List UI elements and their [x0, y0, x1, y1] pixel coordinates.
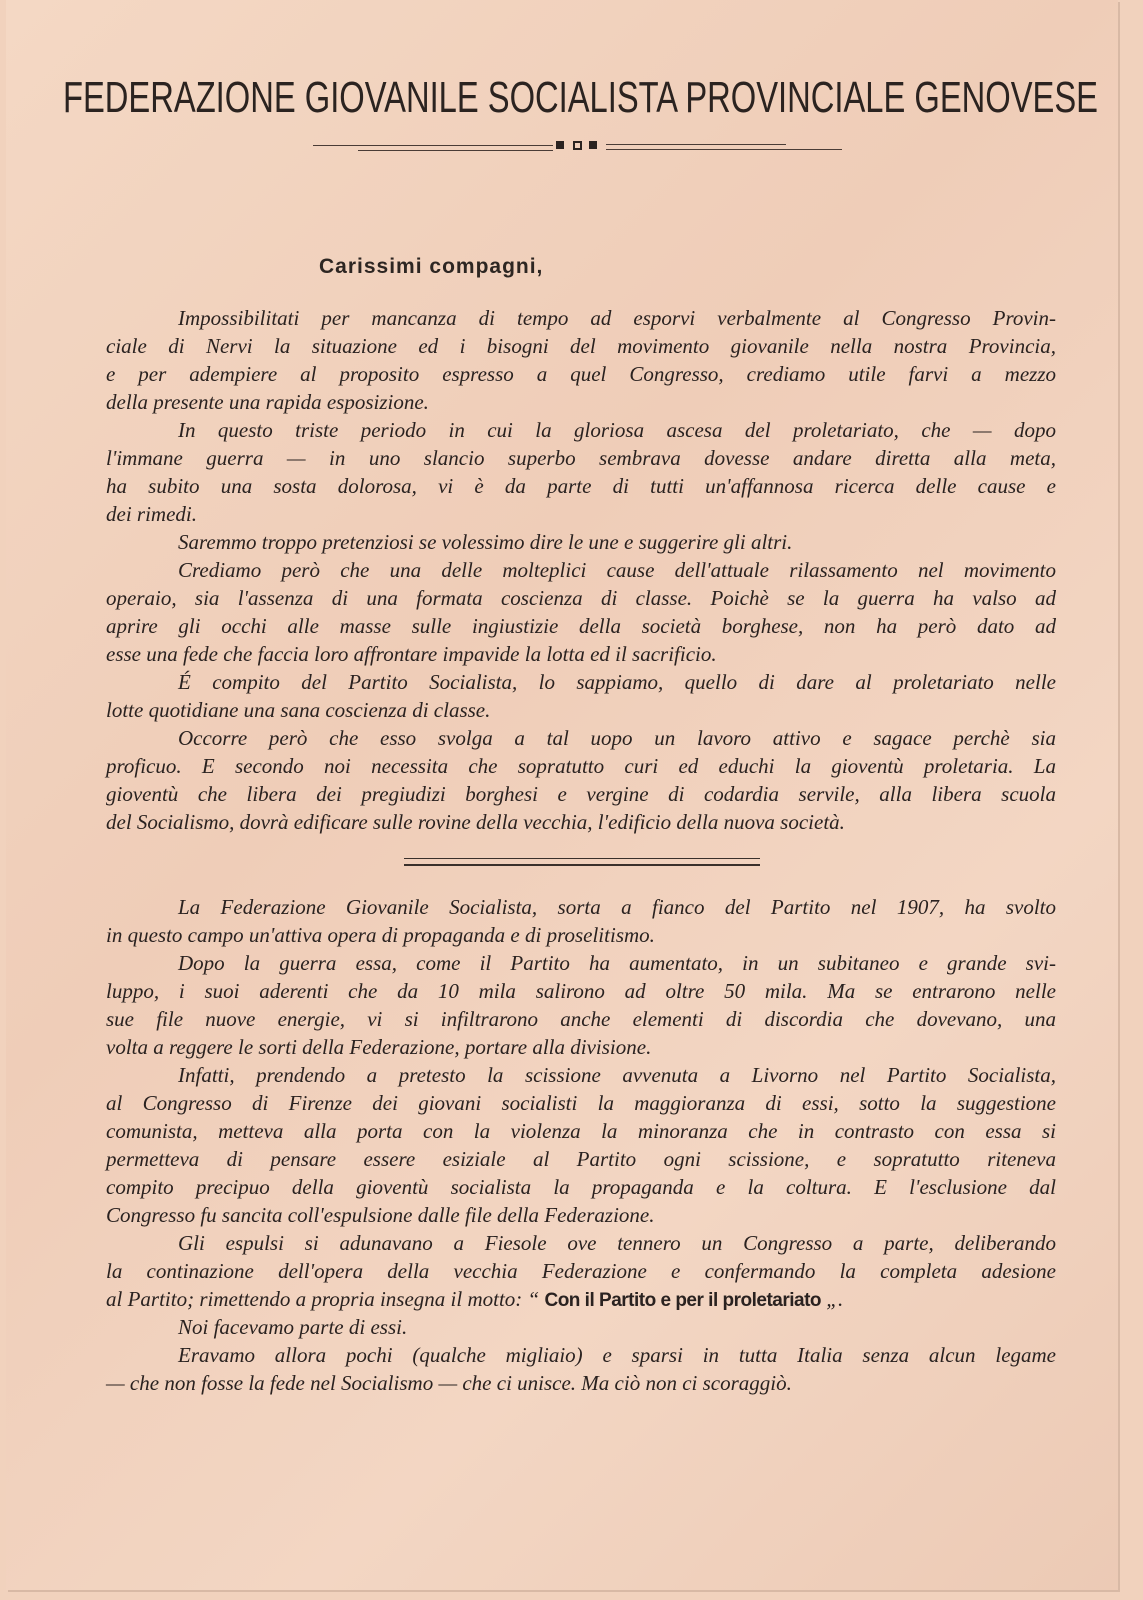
line-text: luppo, i suoi aderenti che da 10 mila salirono ad oltre 50 mila. Ma se entrarono nelle	[106, 979, 1056, 1003]
line-text: sue file nuove energie, vi si infiltrarono anche elementi di discordia che dovevano, una	[106, 1007, 1056, 1031]
line-text: comunista, metteva alla porta con la violenza la minoranza che in contrasto con essa si	[106, 1119, 1056, 1143]
text-line	[106, 1173, 1056, 1201]
text-line	[106, 640, 1056, 668]
line-text: gioventù che libera dei pregiudizi borghesi e vergine di codardia servile, alla libera scuola	[106, 782, 1056, 806]
line-text: Congresso fu sancita coll'espulsione dalle file della Federazione.	[106, 1203, 655, 1227]
text-line	[106, 1257, 1056, 1285]
line-text: aprire gli occhi alle masse sulle ingiustizie della società borghese, non ha però dato ad	[106, 614, 1056, 638]
line-text: Dopo la guerra essa, come il Partito ha aumentato, in un subitaneo e grande svi-	[178, 951, 1056, 975]
line-text: ha subito una sosta dolorosa, vi è da parte di tutti un'affannosa ricerca delle cause e	[106, 474, 1056, 498]
line-text: In questo triste periodo in cui la gloriosa ascesa del proletariato, che — dopo	[178, 418, 1056, 442]
text-line	[106, 977, 1056, 1005]
text-line	[106, 416, 1056, 444]
text-line	[106, 472, 1056, 500]
text-line	[106, 332, 1056, 360]
line-text: lotte quotidiane una sana coscienza di classe.	[106, 698, 491, 722]
text-line	[106, 1341, 1056, 1369]
text-line	[106, 500, 1056, 528]
text-line	[106, 584, 1056, 612]
text-line	[106, 1229, 1056, 1257]
text-line	[106, 893, 1056, 921]
text-line	[106, 668, 1056, 696]
text-line	[106, 921, 1056, 949]
text-line	[106, 949, 1056, 977]
text-line	[106, 724, 1056, 752]
text-line	[106, 1313, 1056, 1341]
greeting: Carissimi compagni,	[319, 255, 544, 278]
text-line	[106, 388, 1056, 416]
text-line	[106, 752, 1056, 780]
text-line	[106, 612, 1056, 640]
text-line	[106, 780, 1056, 808]
motto-close-quote: „.	[821, 1287, 844, 1311]
line-text: Infatti, prendendo a pretesto la scissione avvenuta a Livorno nel Partito Socialista,	[178, 1063, 1056, 1087]
text-line	[106, 1201, 1056, 1229]
section-divider	[404, 864, 760, 866]
line-text: esse una fede che faccia loro affrontare impavide la lotta ed il sacrificio.	[106, 642, 717, 666]
text-line	[106, 528, 1056, 556]
text-line	[106, 1369, 1056, 1397]
line-text: in questo campo un'attiva opera di propaganda e di proselitismo.	[106, 923, 655, 947]
text-line	[106, 1061, 1056, 1089]
line-text: Noi facevamo parte di essi.	[178, 1315, 408, 1339]
line-text: al Partito; rimettendo a propria insegna il motto: “	[106, 1287, 545, 1311]
line-text: l'immane guerra — in uno slancio superbo sembrava dovesse andare diretta alla meta,	[106, 446, 1056, 470]
text-line	[106, 444, 1056, 472]
svg-text:FEDERAZIONE GIOVANILE SOCIALIS: FEDERAZIONE GIOVANILE SOCIALISTA PROVINCIALE GENOVESE	[63, 73, 1098, 120]
line-text: dei rimedi.	[106, 502, 197, 526]
text-line	[106, 1089, 1056, 1117]
text-line	[106, 360, 1056, 388]
line-text: Gli espulsi si adunavano a Fiesole ove tennero un Congresso a parte, deliberando	[178, 1231, 1056, 1255]
text-line	[106, 1285, 1056, 1313]
line-text: — che non fosse la fede nel Socialismo — che ci unisce. Ma ciò non ci scoraggiò.	[106, 1371, 792, 1395]
line-text: operaio, sia l'assenza di una formata coscienza di classe. Poichè se la guerra ha valso ad	[106, 586, 1056, 610]
line-text: del Socialismo, dovrà edificare sulle rovine della vecchia, l'edificio della nuova società.	[106, 810, 845, 834]
text-line	[106, 1117, 1056, 1145]
line-text: Occorre però che esso svolga a tal uopo un lavoro attivo e sagace perchè sia	[178, 726, 1056, 750]
line-text: É compito del Partito Socialista, lo sappiamo, quello di dare al proletariato nelle	[178, 670, 1056, 694]
line-text: e per adempiere al proposito espresso a quel Congresso, crediamo utile farvi a mezzo	[106, 362, 1056, 386]
line-text: Saremmo troppo pretenziosi se volessimo dire le une e suggerire gli altri.	[178, 530, 793, 554]
line-text: La Federazione Giovanile Socialista, sorta a fianco del Partito nel 1907, ha svolto	[178, 895, 1056, 919]
motto: Con il Partito e per il proletariato	[544, 1290, 822, 1311]
text-line	[106, 1145, 1056, 1173]
line-text: Impossibilitati per mancanza di tempo ad esporvi verbalmente al Congresso Provin-	[178, 306, 1056, 330]
body-section-2	[106, 893, 1056, 1397]
line-text: ciale di Nervi la situazione ed i bisogni del movimento giovanile nella nostra Provincia,	[106, 334, 1056, 358]
line-text: compito precipuo della gioventù socialista la propaganda e la coltura. E l'esclusione dal	[106, 1175, 1056, 1199]
line-text: della presente una rapida esposizione.	[106, 390, 429, 414]
section-divider	[404, 858, 760, 859]
text-line	[106, 1033, 1056, 1061]
text-line	[106, 808, 1056, 836]
line-text: al Congresso di Firenze dei giovani socialisti la maggioranza di essi, sotto la suggestione	[106, 1091, 1056, 1115]
text-line	[106, 1005, 1056, 1033]
document-page	[6, 0, 1118, 1590]
line-text: proficuo. E secondo noi necessita che sopratutto curi ed educhi la gioventù proletaria. La	[106, 754, 1056, 778]
text-line	[106, 304, 1056, 332]
body-section-1	[106, 304, 1056, 836]
text-line	[106, 556, 1056, 584]
document-title	[63, 70, 1103, 120]
line-text: Eravamo allora pochi (qualche migliaio) e sparsi in tutta Italia senza alcun legame	[178, 1343, 1056, 1367]
line-text: volta a reggere le sorti della Federazione, portare alla divisione.	[106, 1035, 652, 1059]
line-text: Crediamo però che una delle molteplici cause dell'attuale rilassamento nel movimento	[178, 558, 1056, 582]
text-line	[106, 696, 1056, 724]
line-text: permetteva di pensare essere esiziale al Partito ogni scissione, e sopratutto riteneva	[106, 1147, 1056, 1171]
line-text: la continazione dell'opera della vecchia Federazione e confermando la completa adesione	[106, 1259, 1056, 1283]
